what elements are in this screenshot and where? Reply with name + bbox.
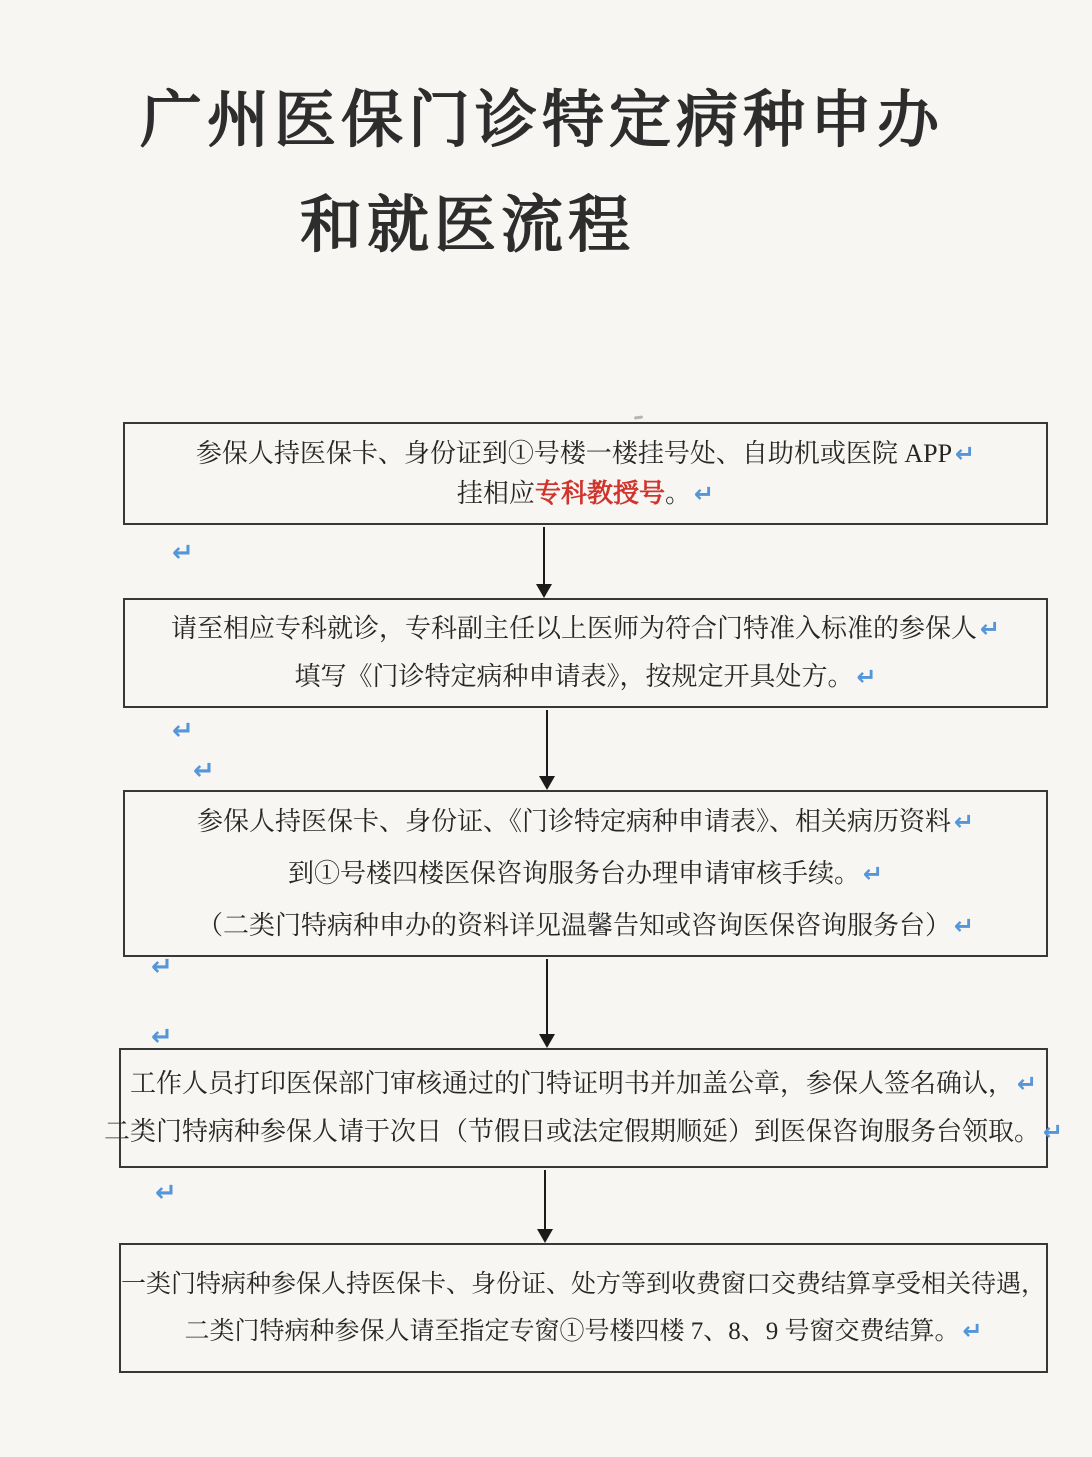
flow-step-box-2 bbox=[123, 598, 1048, 708]
paragraph-return-icon: ↵ bbox=[953, 807, 975, 836]
arrow-head-icon bbox=[539, 1034, 555, 1048]
paragraph-return-icon: ↵ bbox=[856, 663, 877, 691]
paragraph-return-icon: ↵ bbox=[955, 439, 976, 468]
paragraph-return-icon: ↵ bbox=[1042, 1118, 1064, 1146]
paragraph-return-icon: ↵ bbox=[155, 1178, 177, 1208]
paragraph-return-icon: ↵ bbox=[172, 538, 194, 568]
paragraph-return-icon: ↵ bbox=[1016, 1070, 1038, 1098]
text-segment: 二类门特病种参保人请至指定专窗①号楼四楼 7、8、9 号窗交费结算。 bbox=[184, 1318, 960, 1345]
paragraph-return-icon: ↵ bbox=[979, 615, 1001, 643]
arrow-head-icon bbox=[537, 1229, 553, 1243]
text-segment: 参保人持医保卡、身份证、《门诊特定病种申请表》、相关病历资料 bbox=[196, 806, 951, 836]
flow-step-box-3 bbox=[123, 790, 1048, 957]
paragraph-return-icon: ↵ bbox=[862, 859, 884, 888]
flow-arrow-2 bbox=[539, 710, 555, 790]
box2-line-1 bbox=[171, 605, 1000, 653]
flow-step-box-5 bbox=[119, 1243, 1048, 1373]
text-segment: 二类门特病种参保人请于次日（节假日或法定假期顺延）到医保咨询服务台领取。 bbox=[103, 1117, 1040, 1146]
box4-line-2 bbox=[104, 1108, 1063, 1156]
paragraph-return-icon: ↵ bbox=[151, 952, 173, 982]
text-segment: （二类门特病种申办的资料详见温馨告知或咨询医保咨询服务台） bbox=[196, 910, 951, 940]
flow-step-box-1 bbox=[123, 422, 1048, 525]
arrow-head-icon bbox=[536, 584, 552, 598]
text-segment: 参保人持医保卡、身份证到①号楼一楼挂号处、自助机或医院 APP bbox=[195, 438, 953, 468]
flow-arrow-3 bbox=[539, 959, 555, 1048]
box2-line-2 bbox=[294, 653, 876, 701]
flow-step-box-4 bbox=[103, 1048, 1064, 1168]
paragraph-return-icon: ↵ bbox=[193, 756, 215, 786]
box1-line-1 bbox=[196, 434, 975, 474]
paragraph-return-icon: ↵ bbox=[172, 716, 194, 746]
box5-line-2 bbox=[184, 1308, 982, 1355]
text-segment: 。 bbox=[664, 478, 691, 508]
page-title-line-2: 和就医流程 bbox=[300, 191, 636, 260]
text-segment: 填写《门诊特定病种申请表》，按规定开具处方。 bbox=[294, 662, 854, 691]
flow-arrow-4 bbox=[537, 1170, 553, 1243]
text-segment: 请至相应专科就诊，专科副主任以上医师为符合门特准入标准的参保人 bbox=[170, 614, 977, 643]
text-segment: 挂相应 bbox=[456, 478, 535, 508]
text-segment: 一类门特病种参保人持医保卡、身份证、处方等到收费窗口交费结算享受相关待遇， bbox=[121, 1271, 1047, 1298]
arrow-shaft bbox=[544, 1170, 546, 1229]
paragraph-return-icon: ↵ bbox=[151, 1022, 173, 1052]
paragraph-return-icon: ↵ bbox=[693, 479, 715, 508]
arrow-shaft bbox=[546, 710, 548, 776]
page-title-line-1: 广州医保门诊特定病种申办 bbox=[140, 86, 945, 155]
arrow-head-icon bbox=[539, 776, 555, 790]
box3-line-1 bbox=[197, 796, 974, 848]
paragraph-return-icon: ↵ bbox=[953, 911, 975, 940]
box5-line-1 bbox=[121, 1261, 1046, 1308]
box4-line-1 bbox=[130, 1060, 1037, 1108]
text-segment: 到①号楼四楼医保咨询服务台办理申请审核手续。 bbox=[287, 858, 860, 888]
arrow-shaft bbox=[546, 959, 548, 1034]
smudge-artifact bbox=[634, 415, 643, 419]
text-segment: 工作人员打印医保部门审核通过的门特证明书并加盖公章，参保人签名确认， bbox=[129, 1069, 1014, 1098]
arrow-shaft bbox=[543, 527, 545, 584]
box3-line-2 bbox=[288, 848, 883, 900]
flow-arrow-1 bbox=[536, 527, 552, 598]
box3-line-3 bbox=[197, 900, 974, 952]
red-highlight-text: 专科教授号 bbox=[534, 478, 665, 508]
box1-line-2 bbox=[457, 474, 714, 514]
paragraph-return-icon: ↵ bbox=[962, 1317, 983, 1345]
